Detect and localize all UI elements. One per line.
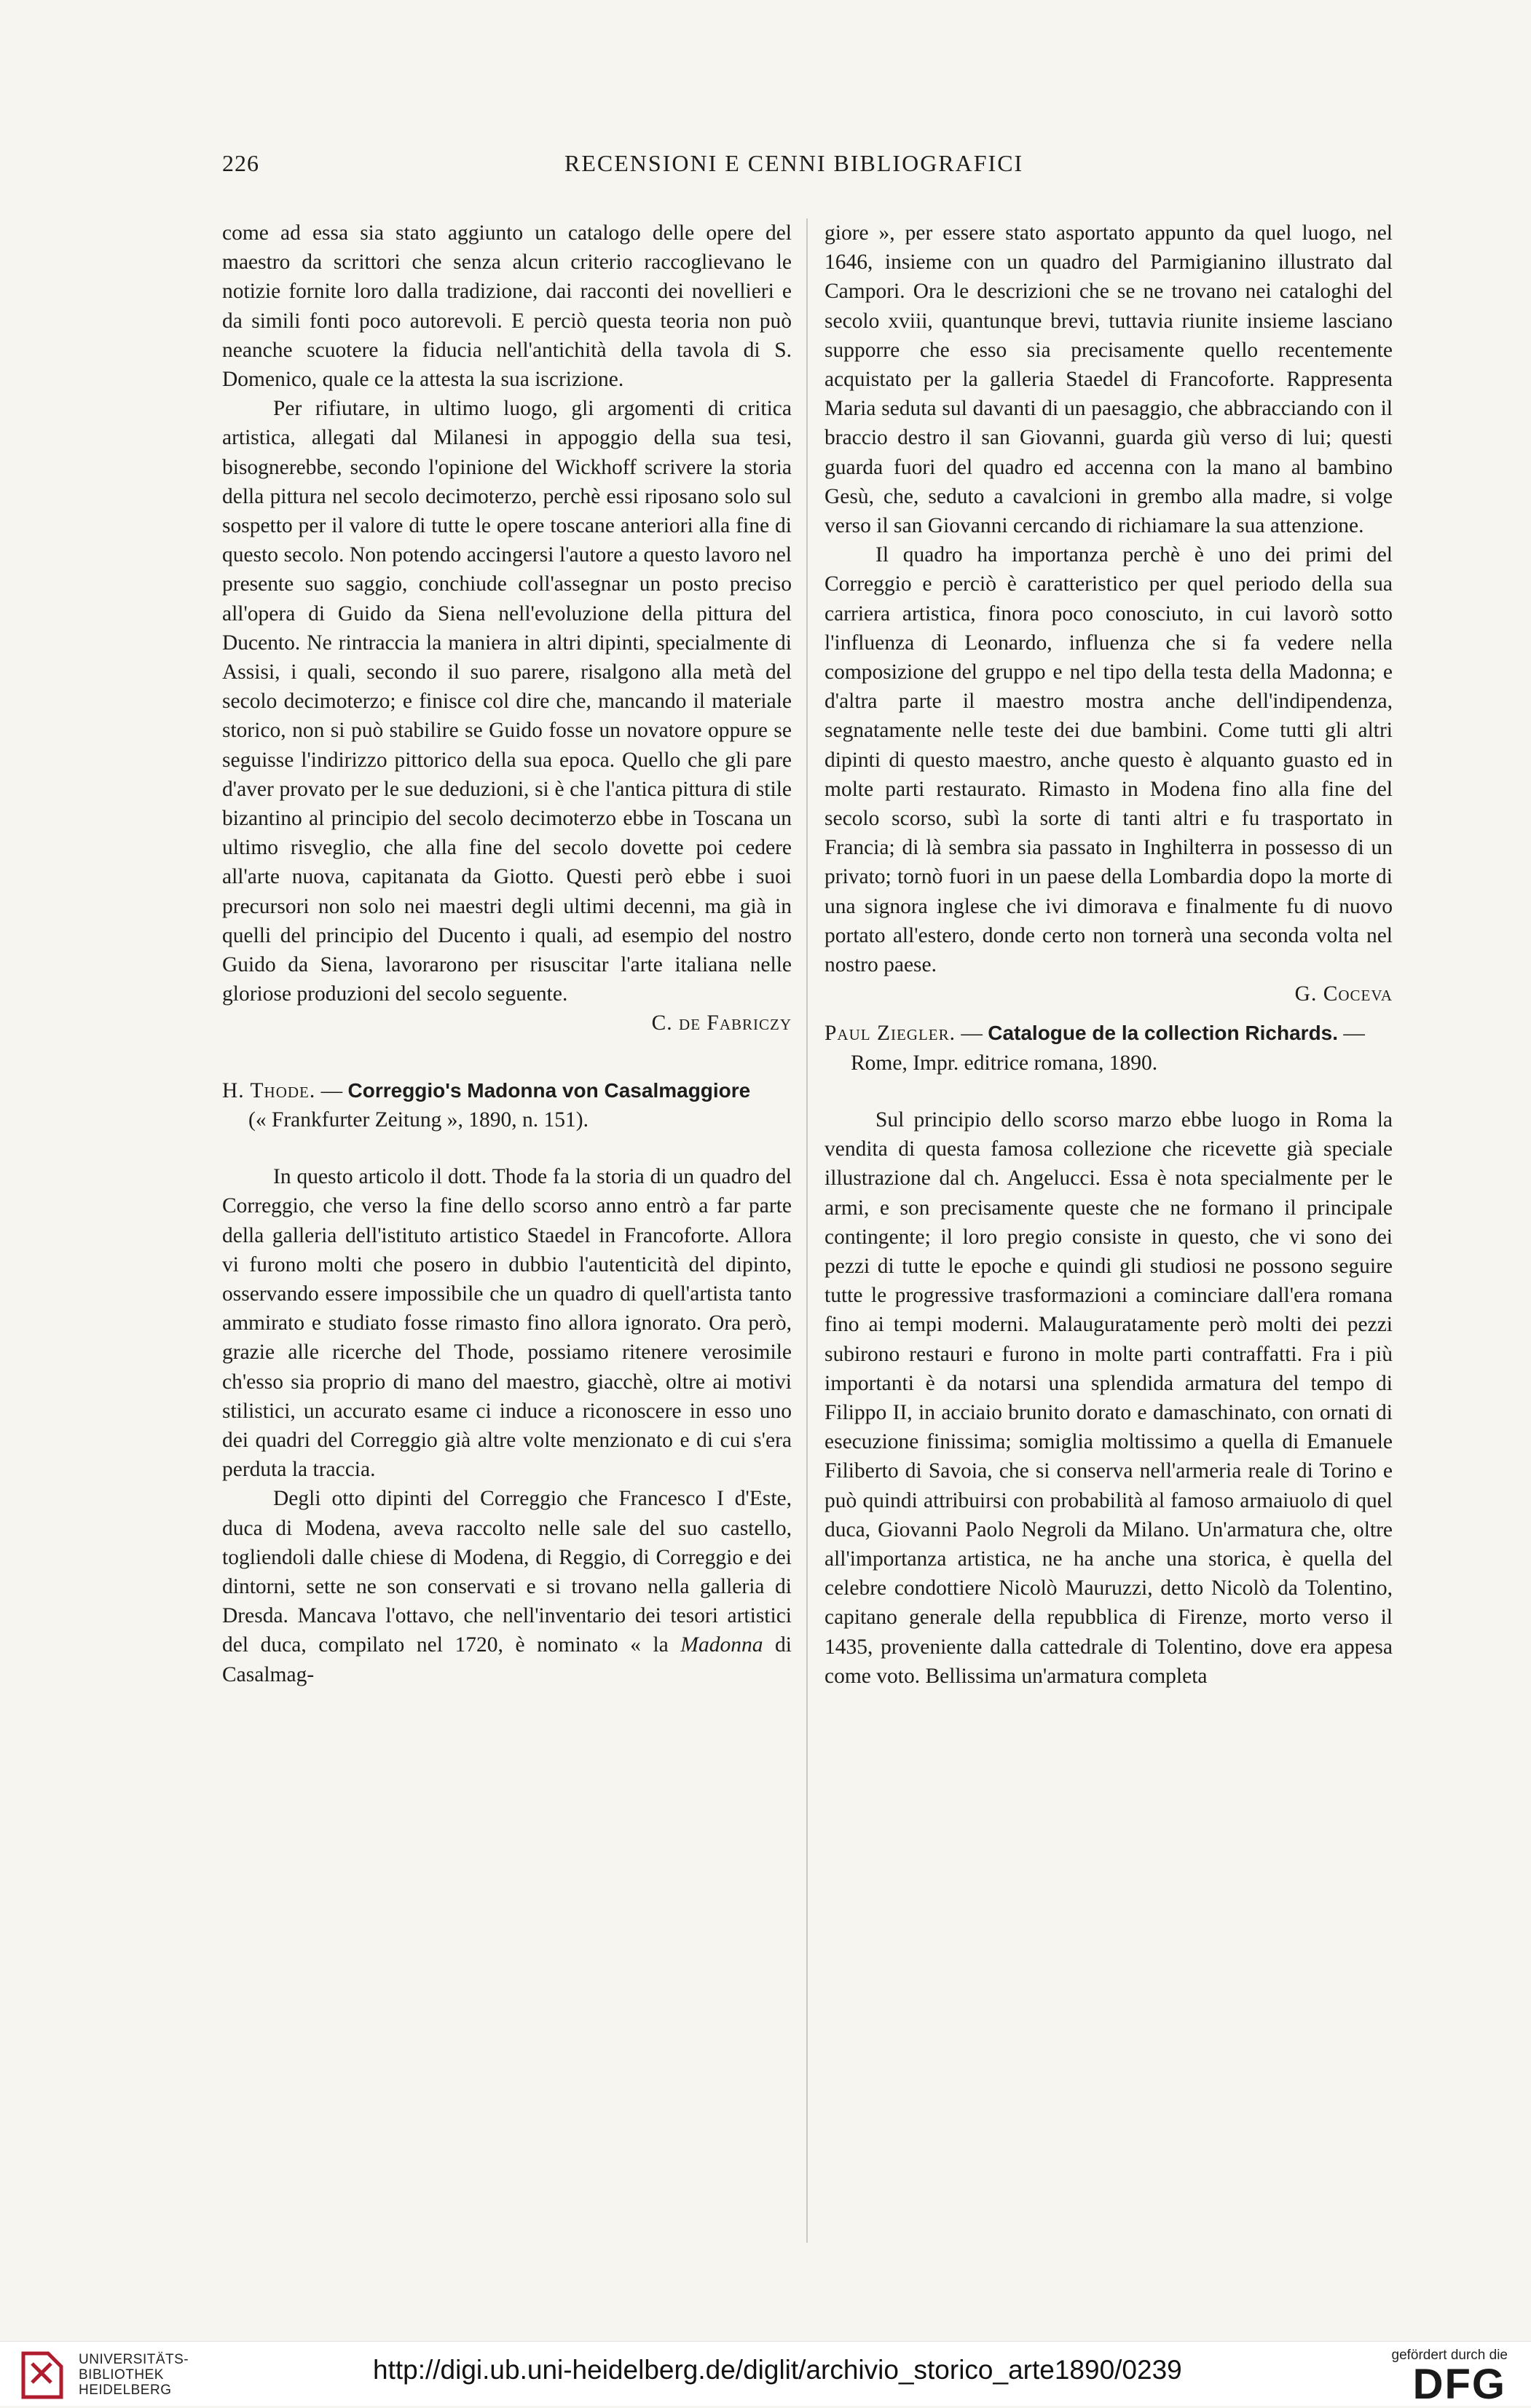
- running-header: [222, 150, 1388, 186]
- entry-title: Correggio's Madonna von Casalmaggiore: [347, 1078, 751, 1102]
- author-signature: C. de Fabriczy: [651, 1011, 792, 1035]
- source-url[interactable]: http://digi.ub.uni-heidelberg.de/diglit/archivio_storico_arte1890/0239: [373, 2355, 1182, 2385]
- right-column: [824, 218, 1393, 1691]
- entry-source: Rome, Impr. editrice romana, 1890.: [851, 1051, 1158, 1075]
- author-signature: G. Coceva: [1294, 982, 1393, 1006]
- left-column: [222, 218, 792, 1689]
- page-number: 226: [222, 150, 259, 176]
- bibliographic-entry: Paul Ziegler. — Catalogue de la collection Richards. —: [824, 1022, 1365, 1046]
- digitization-footer: [0, 2341, 1531, 2406]
- dfg-logo: DFG: [1412, 2361, 1506, 2408]
- funding-note: gefördert durch die: [1391, 2348, 1508, 2363]
- paragraph: Per rifiutare, in ultimo luogo, gli argomenti di critica artistica, allegati dal Milanesi in appoggio della sua tesi, bisognerebbe, secondo l'opinione del Wickhoff scrivere la storia della pittura nel secolo decimoterzo, perchè essi riposano solo sul sospetto per il valore di tutte le opere toscane anteriori alla fine di questo secolo. Non potendo accingersi l'autore a questo lavoro nel presente suo saggio, conchiude coll'assegnar un posto preciso all'opera di Guido da Siena nell'evoluzione della pittura del Ducento. Ne rintraccia la maniera in altri dipinti, specialmente di Assisi, i quali, secondo il suo parere, risalgono alla metà del secolo decimoterzo; e finisce col dire che, mancando il materiale storico, non si può stabilire se Guido fosse un novatore oppure se seguisse l'indirizzo pittorico della sua epoca. Quello che gli pare d'aver provato per le sue deduzioni, si è che l'antica pittura di stile bizantino al principio del secolo decimoterzo ebbe in Toscana un ultimo risveglio, che alla fine del secolo dovette poi cedere all'arte nuova, capitanata da Giotto. Questi però ebbe i suoi precursori non solo nei maestri degli ultimi decenni, ma già in quelli del principio del Ducento i quali, ad esempio del nostro Guido da Siena, lavorarono per risuscitar l'arte italiana nelle gloriose produzioni del secolo seguente.: [222, 397, 792, 1006]
- bibliographic-entry: H. Thode. — Correggio's Madonna von Casalmaggiore: [222, 1078, 751, 1102]
- running-title: RECENSIONI E CENNI BIBLIOGRAFICI: [564, 150, 1024, 176]
- paragraph: Sul principio dello scorso marzo ebbe luogo in Roma la vendita di questa famosa collezione che ricevette già speciale illustrazione dal ch. Angelucci. Essa è nota specialmente per le armi, e son precisamente queste che ne formano il principale contingente; il loro pregio consiste in questo, che vi sono dei pezzi di tutte le epoche e quindi gli studiosi ne possono seguire tutte le progressive trasformazioni a cominciare dall'era romana fino ai tempi moderni. Malauguratamente però molti dei pezzi subirono restauri e furono in molte parti contraffatti. Fra i più importanti è da notarsi una splendida armatura del tempo di Filippo II, in acciaio brunito dorato e damaschinato, con ornati di esecuzione finissima; somiglia moltissimo a quella di Emanuele Filiberto di Savoia, che si conserva nell'armeria reale di Torino e può quindi attribuirsi con probabilità al famoso armaiuolo di quel duca, Giovanni Paolo Negroli da Milano. Un'armatura che, oltre all'importanza artistica, ne ha anche una storica, è quella del celebre condottiere Nicolò Mauruzzi, detto Nicolò da Tolentino, capitano generale della repubblica di Firenze, morto verso il 1435, proveniente dalla cattedrale di Tolentino, dove era appesa come voto. Bellissima un'armatura completa: [824, 1108, 1393, 1688]
- paragraph: come ad essa sia stato aggiunto un catalogo delle opere del maestro da scrittori che senza alcun criterio raccoglievano le notizie fornite loro dalla tradizione, dai racconti dei novellieri e da simili fonti poco autorevoli. E perciò questa teoria non può neanche scuotere la fiducia nell'antichità della tavola di S. Domenico, quale ce la attesta la sua iscrizione.: [222, 221, 792, 392]
- paragraph: giore », per essere stato asportato appunto da quel luogo, nel 1646, insieme con un quadro del Parmigianino illustrato dal Campori. Ora le descrizioni che se ne trovano nei cataloghi del secolo xviii, quantunque brevi, tuttavia riunite insieme lasciano supporre che esso sia precisamente quello recentemente acquistato per la galleria Staedel di Francoforte. Rappresenta Maria seduta sul davanti di un paesaggio, che abbracciando con il braccio destro il san Giovanni, guarda giù verso di lui; questi guarda fuori del quadro ed accenna con la mano al bambino Gesù, che, seduto a cavalcioni in grembo alla madre, si volge verso il san Giovanni cercando di richiamare la sua attenzione.: [824, 221, 1393, 538]
- entry-author: H. Thode.: [222, 1078, 316, 1102]
- paragraph: Degli otto dipinti del Correggio che Francesco I d'Este, duca di Modena, aveva raccolto nelle sale del suo castello, togliendoli dalle chiese di Modena, di Reggio, di Correggio e dei dintorni, sette ne son conservati e si trovano nella galleria di Dresda. Mancava l'ottavo, che nell'inventario dei tesori artistici del duca, compilato nel 1720, è nominato « la Madonna di Casalmag-: [222, 1487, 792, 1686]
- library-name: UNIVERSITÄTS- BIBLIOTHEK HEIDELBERG: [79, 2352, 189, 2398]
- paragraph: In questo articolo il dott. Thode fa la storia di un quadro del Correggio, che verso la fine dello scorso anno entrò a far parte della galleria dell'istituto artistico Staedel in Francoforte. Allora vi furono molti che posero in dubbio l'autenticità del dipinto, osservando essere impossibile che un quadro di quell'artista tanto ammirato e studiato fosse rimasto fino allora ignorato. Ora però, grazie alle ricerche del Thode, possiamo ritenere verosimile ch'esso sia proprio di mano del maestro, giacchè, oltre ai motivi stilistici, un accurato esame ci induce a riconoscere in esso uno dei quadri del Correggio già altre volte menzionato e di cui s'era perduta la traccia.: [222, 1165, 792, 1482]
- entry-title: Catalogue de la collection Richards.: [988, 1022, 1339, 1045]
- paragraph: Il quadro ha importanza perchè è uno dei primi del Correggio e perciò è caratteristico per quel periodo della sua carriera artistica, finora poco conosciuto, in cui lavorò sotto l'influenza di Leonardo, influenza che si fa vedere nella composizione del gruppo e nel tipo della testa della Madonna; e d'altra parte il maestro mostra anche dell'indipendenza, segnatamente nelle teste dei due bambini. Come tutti gli altri dipinti di questo maestro, anche questo è alquanto guasto ed in molte parti restaurato. Rimasto in Modena fino alla fine del secolo scorso, subì la sorte di tanti altri e fu trasportato in Francia; di là sembra sia passato in Inghilterra in possesso di un privato; tornò fuori in un paese della Lombardia dopo la morte di una signora inglese che ivi dimorava e finalmente fu di nuovo portato all'estero, donde certo non tornerà una seconda volta nel nostro paese.: [824, 543, 1393, 977]
- column-divider: [806, 218, 808, 2243]
- library-logo-icon: [19, 2349, 66, 2401]
- entry-author: Paul Ziegler.: [824, 1022, 956, 1046]
- entry-source: (« Frankfurter Zeitung », 1890, n. 151).: [248, 1108, 589, 1132]
